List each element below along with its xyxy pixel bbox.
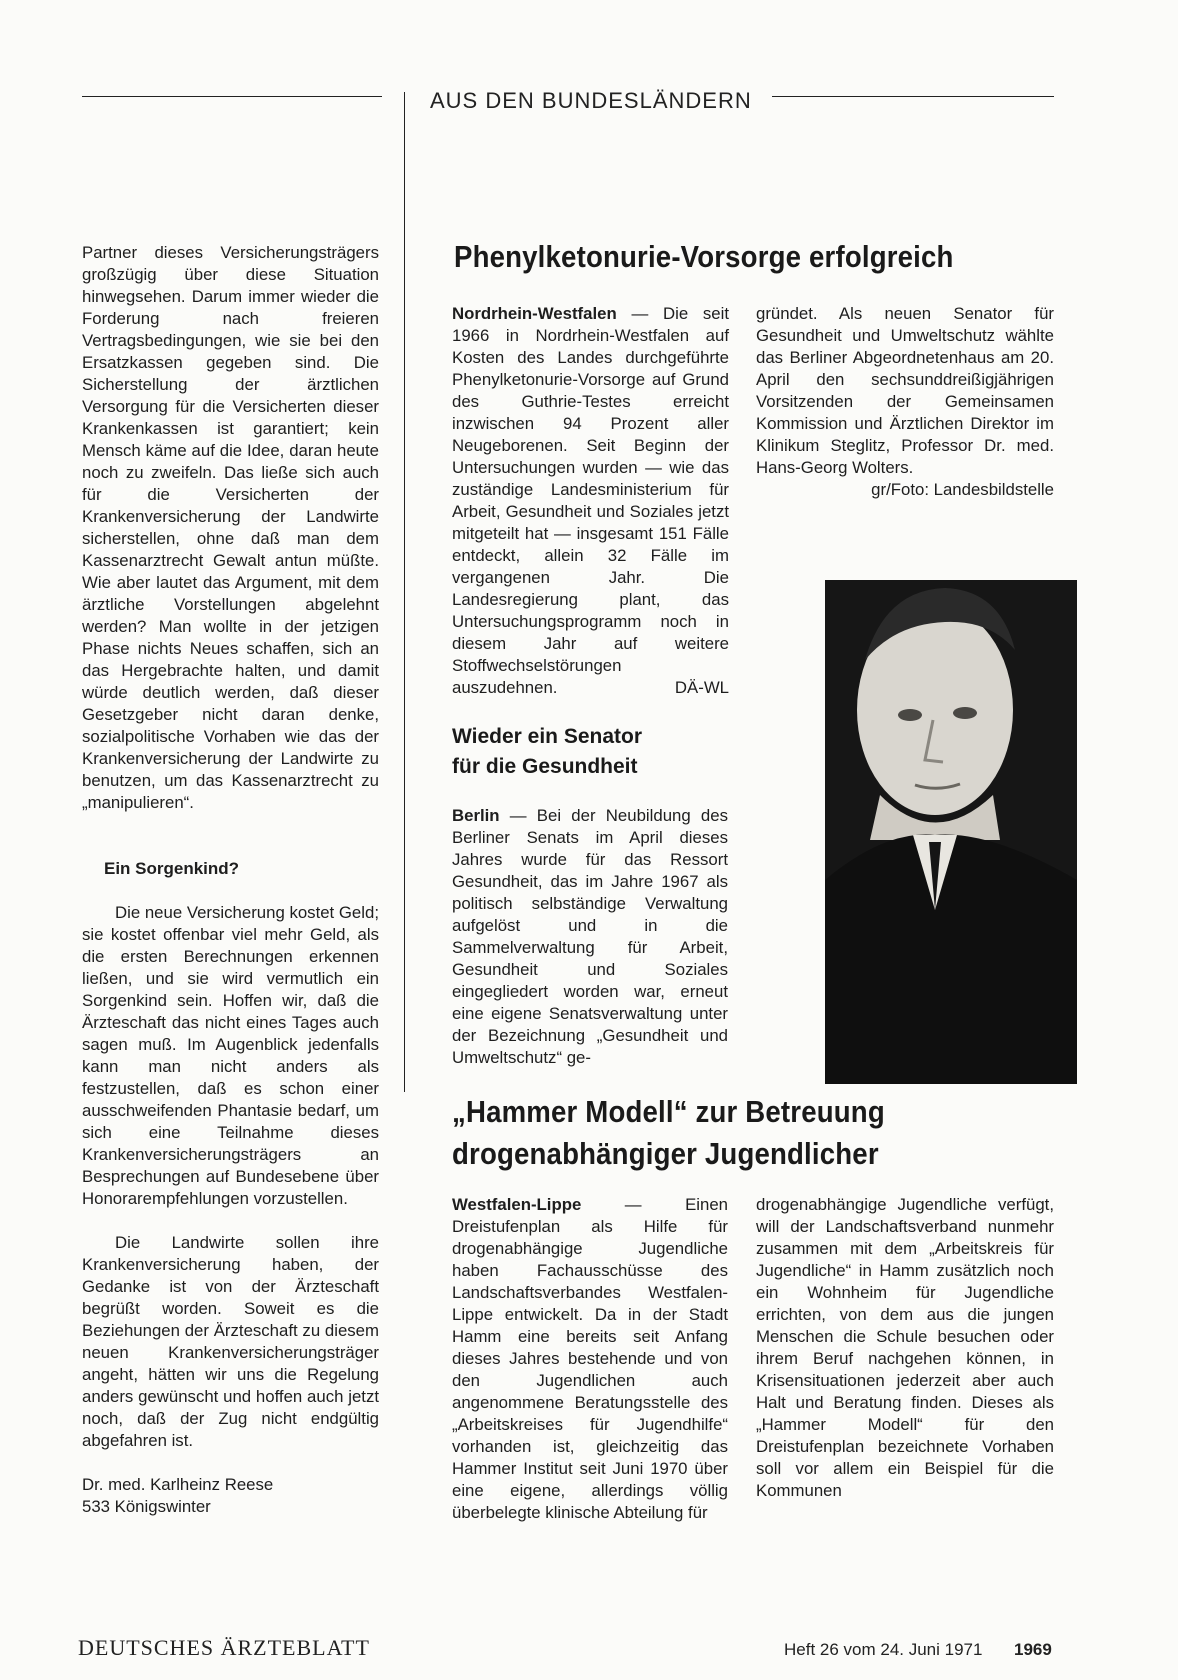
left-column	[82, 242, 379, 1518]
article3-body	[452, 1194, 728, 1524]
issue-date: Heft 26 vom 24. Juni 1971	[784, 1640, 983, 1659]
header-rule-left	[82, 96, 382, 97]
article2-body	[452, 805, 728, 1069]
journal-name: DEUTSCHES ÄRZTEBLATT	[78, 1635, 370, 1660]
author-name: Dr. med. Karlheinz Reese	[82, 1475, 274, 1494]
page-number: 1969	[1014, 1640, 1052, 1659]
article3-body-continued	[756, 1194, 1054, 1502]
article2-credit: gr/Foto: Landesbildstelle	[871, 480, 1054, 499]
left-paragraph-3: Die Landwirte sollen ihre Krankenversicherung haben, der Gedanke ist von der Ärzteschaft begrüßt worden. Soweit es die Beziehungen der Ärzteschaft zu diesem neuen Krankenversicherungsträger angeht, hätten wir uns die Regelung anders gewünscht und hoffen auch jetzt noch, daß der Zug nicht endgültig abgefahren ist.	[82, 1233, 379, 1450]
article3-headline-line1: „Hammer Modell“ zur Betreuung	[452, 1094, 885, 1129]
article2-headline-line2: für die Gesundheit	[452, 755, 638, 778]
article2-text: — Bei der Neubildung des Berliner Senats im April dieses Jahres wurde für das Ressort Gesundheit, das im Jahre 1967 als politisch selbständige Verwaltung aufgelöst und in die Sammelverwaltung für Arbeit, Gesundheit und Soziales eingegliedert worden war, erneut eine eigene Senatsverwaltung unter der Bezeichnung „Gesundheit und Umweltschutz“ ge-	[452, 806, 728, 1067]
article2-dateline: Berlin	[452, 806, 500, 825]
article2-headline-line1: Wieder ein Senator	[452, 725, 643, 748]
article1-dateline: Nordrhein-Westfalen	[452, 304, 617, 323]
section-title: AUS DEN BUNDESLÄNDERN	[430, 88, 752, 113]
header-rule-right	[772, 96, 1054, 97]
article3-text: — Einen Dreistufenplan als Hilfe für drogenabhängige Jugendliche haben Fachausschüsse des Landschaftsverbandes Westfalen-Lippe entwickelt. Da in der Stadt Hamm eine bereits seit Anfang dieses Jahres bestehende und von den Jugendlichen auch angenommene Beratungsstelle des „Arbeitskreises für Jugendhilfe“ vorhanden ist, gleichzeitig das Hammer Institut seit Juni 1970 über eine eigene, allerdings völlig überbelegte klinische Abteilung für	[452, 1195, 728, 1522]
portrait-silhouette	[825, 580, 1077, 1084]
article2-body-continued	[756, 303, 1054, 501]
article3-dateline: Westfalen-Lippe	[452, 1195, 582, 1214]
article1-body	[452, 303, 729, 699]
article3-headline-line2: drogenabhängiger Jugendlicher	[452, 1136, 879, 1171]
left-paragraph-2: Die neue Versicherung kostet Geld; sie kostet offenbar viel mehr Geld, als die ersten Berechnungen erkennen ließen, und sie wird vermutlich ein Sorgenkind sein. Hoffen wir, daß die Ärzteschaft das nicht eines Tages auch sagen muß. Im Augenblick jedenfalls kann man nicht anders als festzustellen, daß es schon einer ausschweifenden Phantasie bedarf, um sich eine Teilnahme dieses Krankenversicherungsträgers an Besprechungen auf Bundesebene über Honorarempfehlungen vorzustellen.	[82, 903, 379, 1208]
left-subheading: Ein Sorgenkind?	[104, 859, 240, 878]
portrait-photo	[825, 580, 1077, 1084]
left-paragraph-1: Partner dieses Versicherungsträgers großzügig über diese Situation hinwegsehen. Darum immer wieder die Forderung nach freieren Vertragsbedingungen, wie sie bei den Ersatzkassen gegeben sind. Die Sicherstellung der ärztlichen Versorgung für die Versicherten dieser Krankenkassen ist garantiert; kein Mensch käme auf die Idee, daran heute noch zu zweifeln. Das ließe sich auch für die Versicherten der Krankenversicherung der Landwirte sicherstellen, ohne daß man dem Kassenarztrecht Gewalt antun müßte. Wie aber lautet das Argument, mit dem ärztliche Vorstellungen abgelehnt werden? Man wollte in der jetzigen Phase nichts Neues schaffen, sich an das Hergebrachte halten, und damit würde deutlich werden, daß dieser Gesetzgeber nicht daran denke, sozialpolitische Vorhaben wie das der Krankenversicherung der Landwirte zu benutzen, um das Kassenarztrecht zu „manipulieren“.	[82, 243, 379, 812]
article1-headline: Phenylketonurie-Vorsorge erfolgreich	[454, 239, 954, 274]
author-place: 533 Königswinter	[82, 1497, 211, 1516]
article1-credit: DÄ-WL	[674, 678, 729, 697]
article3-text-cont: drogenabhängige Jugendliche verfügt, will der Landschaftsverband nunmehr zusammen mit dem „Arbeitskreis für Jugendliche“ in Hamm zusätzlich noch ein Wohnheim für Jugendliche errichten, von dem aus die jungen Menschen die Schule besuchen oder ihrem Beruf nachgehen können, in Krisensituationen jederzeit aber auch Halt und Beratung finden. Dieses als „Hammer Modell“ für den Dreistufenplan bezeichnete Vorhaben soll vor allem ein Beispiel für die Kommunen	[756, 1195, 1054, 1500]
article1-text: — Die seit 1966 in Nordrhein-Westfalen auf Kosten des Landes durchgeführte Phenylketonurie-Vorsorge auf Grund des Guthrie-Testes erreicht inzwischen 94 Prozent aller Neugeborenen. Seit Beginn der Untersuchungen wurden — wie das zuständige Landesministerium für Arbeit, Gesundheit und Soziales jetzt mitgeteilt hat — insgesamt 151 Fälle entdeckt, allein 32 Fälle im vergangenen Jahr. Die Landesregierung plant, das Untersuchungsprogramm noch in diesem Jahr auf weitere Stoffwechselstörungen auszudehnen.	[452, 304, 729, 697]
column-divider	[404, 92, 405, 1092]
article2-text-cont: gründet. Als neuen Senator für Gesundheit und Umweltschutz wählte das Berliner Abgeordnetenhaus am 20. April den sechsunddreißigjährigen Vorsitzenden der Gemeinsamen Kommission und Ärztlichen Direktor im Klinikum Steglitz, Professor Dr. med. Hans-Georg Wolters.	[756, 304, 1054, 477]
